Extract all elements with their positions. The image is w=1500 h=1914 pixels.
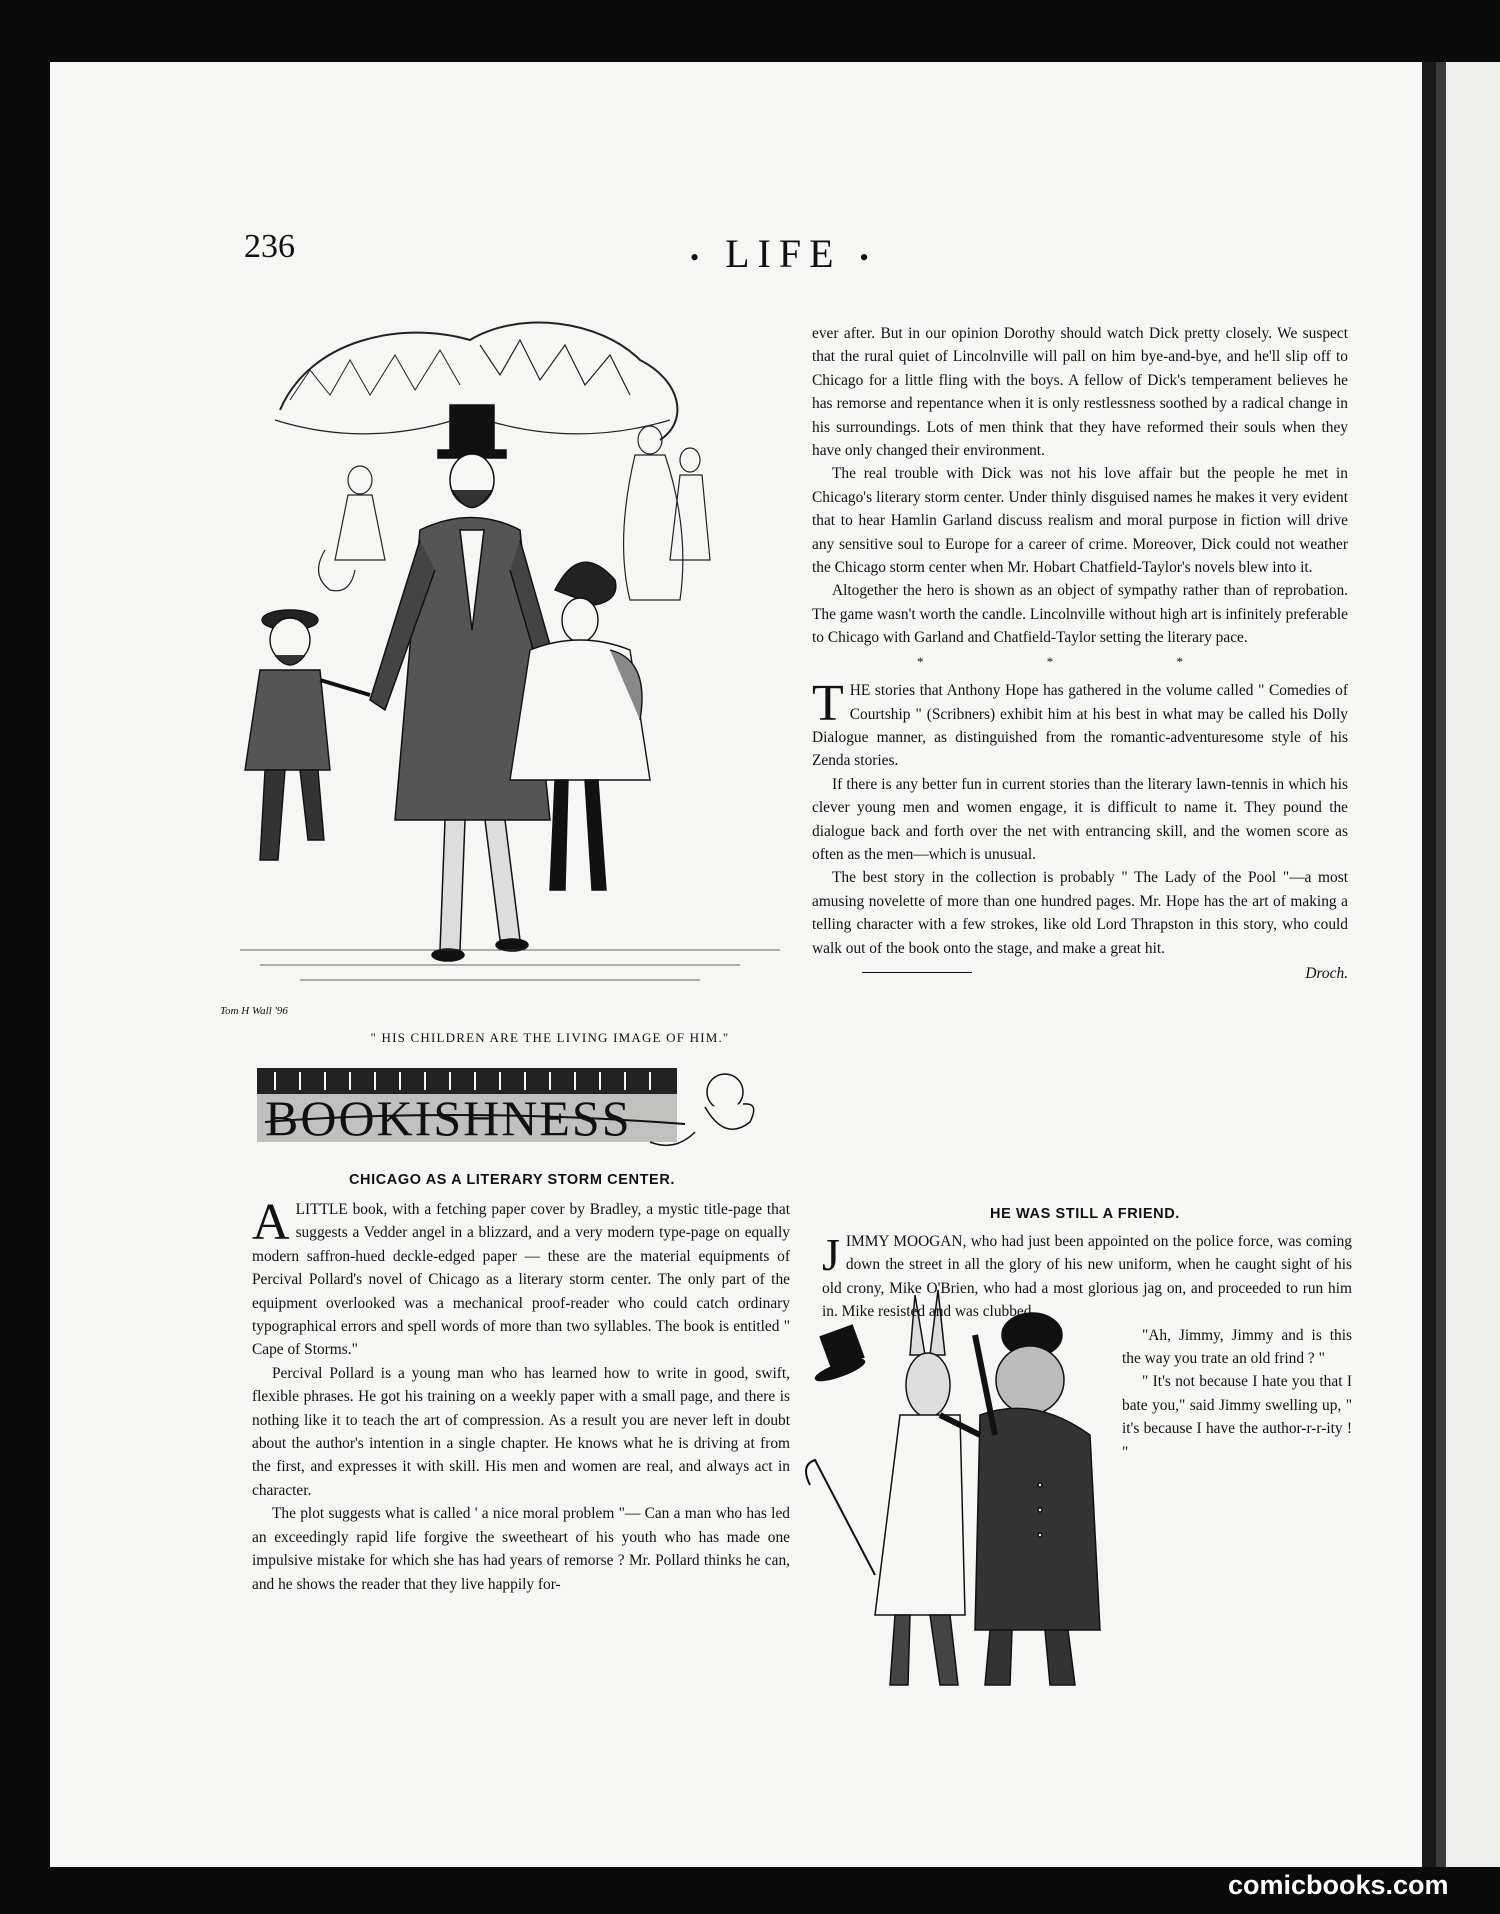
chicago-paragraph-3: The plot suggests what is called ' a nice moral problem "— Can a man who has led an exceedingly rapid life forgive the sweetheart of his youth who has made one impulsive mistake for which she has had years of remorse ? Mr. Pollard thinks he can, and he shows the reader that they live happily for- bbox=[252, 1505, 790, 1593]
chicago-paragraph-5: The real trouble with Dick was not his love affair but the people he met in Chicago's literary storm center. Under thinly disguised names he makes it very evident that to hear Hamlin Garland discuss realism and moral purpose in fiction will drive any sensitive soul to Europe for a career of crime. Moreover, Dick could not weather the Chicago storm center when Mr. Hobart Chatfield-Taylor's novels blew into it. bbox=[812, 465, 1348, 577]
hope-paragraph-3: The best story in the collection is probably " The Lady of the Pool "—a most amusing novelette of more than one hundred pages. Mr. Hope has the art of making a telling character with a few strokes, like old Lord Thrapston in this story, who could walk out of the book onto the stage, and make a great hit. bbox=[812, 869, 1348, 957]
chicago-paragraph-4: ever after. But in our opinion Dorothy should watch Dick pretty closely. We suspect that the rural quiet of Lincolnville will pall on him bye-and-bye, and he'll slip off to Chicago for a little fling with the boys. A fellow of Dick's temperament believes he has remorse and repentance when it is only restlessness soothed by a radical change in his surroundings. Lots of men think that they have reformed their souls when they have only changed their environment. bbox=[812, 325, 1348, 460]
chicago-paragraph-2: Percival Pollard is a young man who has learned how to write in good, swift, flexible phrases. He got his training on a weekly paper with a small page, and there is nothing like it to teach the art of compression. As a result you are never left in doubt about the author's intention in a single chapter. He knows what he is driving at from the first, and expresses it with skill. His men and women are real, and always act in character. bbox=[252, 1364, 790, 1499]
chicago-paragraph-1: LITTLE book, with a fetching paper cover by Bradley, a mystic title-page that suggests a Vedder angel in a blizzard, and a very modern type-page on equally modern saffron-hued deckle-edged paper — these are the material equipments of Percival Pollard's novel of Chicago as a literary storm center. The only part of the equipment overlooked was a mechanical proof-reader who could catch ordinary typographical errors and spell words of more than two syllables. The book is entitled " Cape of Storms." bbox=[252, 1201, 790, 1359]
masthead-dot-left: • bbox=[690, 242, 708, 272]
hope-paragraph-2: If there is any better fun in current stories than the literary lawn-tennis in which his clever young men and women engage, it is difficult to name it. They pound the dialogue back and forth over the net with entrancing skill, and the women score as often as the men—which is unusual. bbox=[812, 775, 1348, 863]
illustration-spacer bbox=[822, 1324, 1122, 1734]
article-chicago-column-left bbox=[252, 1194, 790, 1596]
dropcap-j: J bbox=[822, 1229, 840, 1280]
bookishness-title: BOOKISHNESS bbox=[265, 1090, 632, 1146]
closing-rule bbox=[862, 972, 972, 973]
dropcap-t: T bbox=[812, 675, 844, 733]
masthead-title: LIFE bbox=[725, 231, 842, 276]
hope-paragraph-1: HE stories that Anthony Hope has gathered in the volume called " Comedies of Courtship " (Scribners) exhibit him at his best in what may be called his Dolly Dialogue manner, as distinguished from the romantic-adventuresome style of his Zenda stories. bbox=[812, 682, 1348, 770]
illustration-family-walk bbox=[220, 300, 800, 1010]
author-signature: Droch. bbox=[1305, 964, 1348, 982]
family-walk-drawing bbox=[220, 300, 800, 1010]
masthead-dot-right: • bbox=[859, 242, 877, 272]
article-heading-chicago: CHICAGO AS A LITERARY STORM CENTER. bbox=[348, 1172, 676, 1188]
masthead bbox=[690, 230, 877, 277]
article-friend-column bbox=[822, 1230, 1352, 1734]
friend-paragraph-2: "Ah, Jimmy, Jimmy and is this the way you trate an old frind ? " bbox=[1122, 1326, 1352, 1368]
article-heading-friend: HE WAS STILL A FRIEND. bbox=[990, 1206, 1180, 1222]
facing-page-edge bbox=[1436, 62, 1500, 1867]
watermark: comicbooks.com bbox=[1228, 1870, 1449, 1900]
chicago-paragraph-6: Altogether the hero is shown as an object of sympathy rather than of reprobation. The game wasn't worth the candle. Lincolnville without high art is infinitely preferable to Chicago with Garland and Chatfield-Taylor setting the literary pace. bbox=[812, 582, 1348, 647]
dropcap-a: A bbox=[252, 1194, 290, 1251]
friend-paragraph-1: IMMY MOOGAN, who had just been appointed on the police force, was coming down the street in all the glory of his new uniform, when he caught sight of his old crony, Mike O'Brien, who had a most glorious jag on, and proceeded to run him in. Mike resisted and was clubbed. bbox=[822, 1233, 1352, 1321]
illustration-caption: " HIS CHILDREN ARE THE LIVING IMAGE OF HIM." bbox=[370, 1030, 730, 1045]
page-spine bbox=[1422, 62, 1436, 1867]
article-chicago-column-right bbox=[812, 322, 1348, 985]
page-number: 236 bbox=[244, 228, 295, 265]
illustrator-signature: Tom H Wall '96 bbox=[220, 1005, 288, 1017]
friend-paragraph-3: " It's not because I hate you that I bate you," said Jimmy swelling up, " it's because I have the author-r-r-ity ! " bbox=[1122, 1373, 1352, 1461]
section-stars: * * * bbox=[917, 653, 1243, 669]
bookishness-banner bbox=[255, 1062, 765, 1154]
